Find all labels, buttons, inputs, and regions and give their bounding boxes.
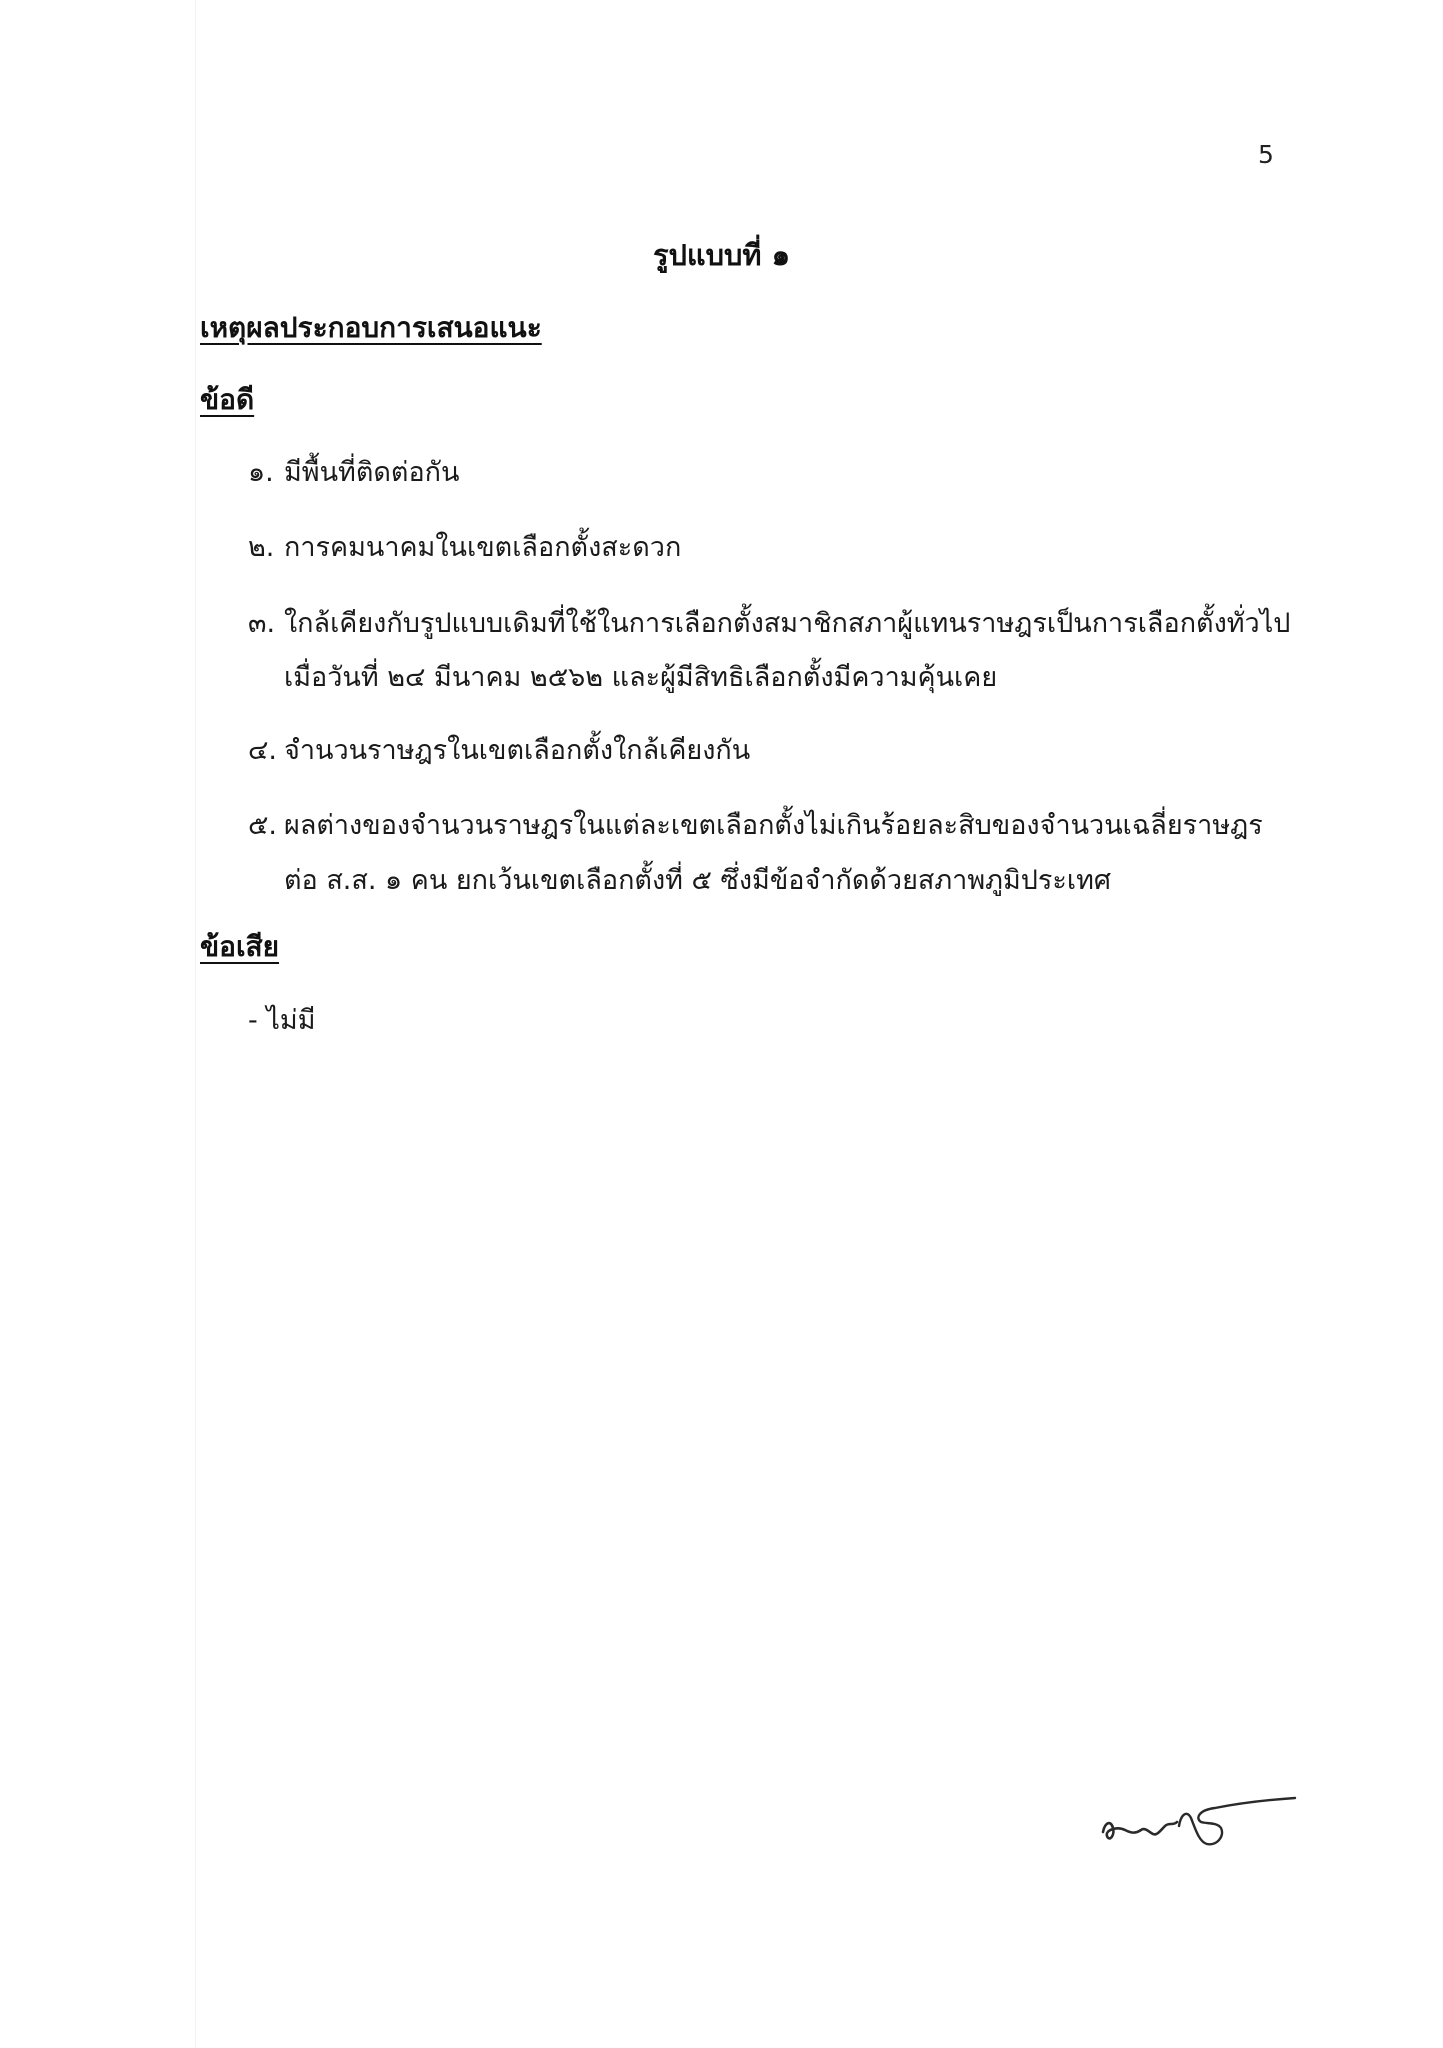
advantage-item-4 [248,728,750,771]
page-number: 5 [1258,140,1274,169]
disadvantages-heading: ข้อเสีย [200,930,280,963]
item-text: ใกล้เคียงกับรูปแบบเดิมที่ใช้ในการเลือกตั้งสมาชิกสภาผู้แทนราษฎรเป็นการเลือกตั้งทั่วไป [284,608,1291,639]
item-number: ๒. [248,532,275,563]
item-number: ๔. [248,735,278,766]
disadvantage-item-1: - ไม่มี [248,1005,316,1036]
item-text: ผลต่างของจำนวนราษฎรในแต่ละเขตเลือกตั้งไม่เกินร้อยละสิบของจำนวนเฉลี่ยราษฎร [284,810,1263,841]
advantage-item-5 [248,803,1263,846]
rationale-heading: เหตุผลประกอบการเสนอแนะ [200,311,542,344]
advantage-item-5-continuation: ต่อ ส.ส. ๑ คน ยกเว้นเขตเลือกตั้งที่ ๕ ซึ่งมีข้อจำกัดด้วยสภาพภูมิประเทศ [284,865,1112,896]
advantages-heading: ข้อดี [200,383,255,416]
advantage-item-3 [248,601,1290,644]
item-text: มีพื้นที่ติดต่อกัน [284,457,460,488]
advantage-item-3-continuation: เมื่อวันที่ ๒๔ มีนาคม ๒๕๖๒ และผู้มีสิทธิเลือกตั้งมีความคุ้นเคย [284,662,998,693]
advantage-item-1 [248,450,459,493]
advantage-item-2 [248,525,681,568]
page-edge-line [195,0,196,2048]
item-text: การคมนาคมในเขตเลือกตั้งสะดวก [284,532,682,563]
item-number: ๓. [248,608,276,639]
signature-icon [1095,1792,1305,1862]
item-number: ๕. [248,810,278,841]
page-title: รูปแบบที่ ๑ [652,238,791,272]
item-text: จำนวนราษฎรในเขตเลือกตั้งใกล้เคียงกัน [284,735,751,766]
item-number: ๑. [248,457,274,488]
